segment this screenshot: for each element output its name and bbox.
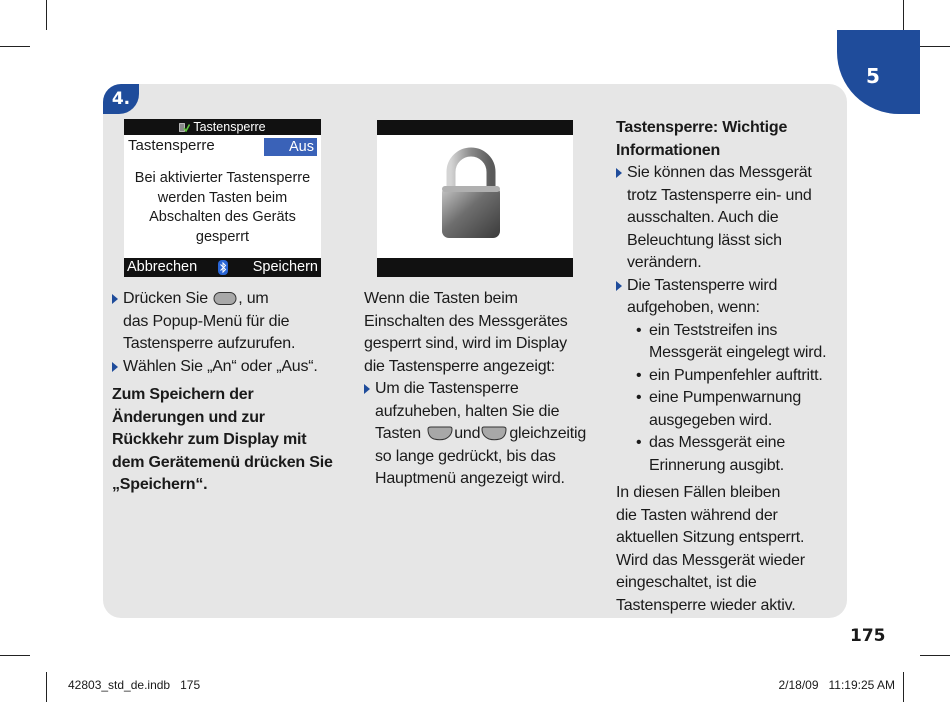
device-screen-locked bbox=[377, 120, 573, 277]
crop-mark bbox=[920, 46, 950, 47]
step-badge: 4. bbox=[103, 84, 139, 114]
crop-mark bbox=[0, 655, 30, 656]
instruction-bullet: Drücken Sie , um das Popup-Menü für die Tastensperre aufzurufen. bbox=[112, 288, 340, 356]
crop-mark bbox=[0, 46, 30, 47]
softkey-cancel: Abbrechen bbox=[127, 259, 198, 275]
arrow-bullet-icon bbox=[112, 362, 118, 372]
device-screen-settings bbox=[124, 119, 321, 277]
left-key-icon bbox=[426, 426, 453, 441]
screen-top-bar bbox=[377, 120, 573, 135]
instruction-bullet: Um die Tastensperre aufzuheben, halten Sie die Tasten und gleichzeitig so lange gedrückt, bis das Hauptmenü angezeigt wird. bbox=[364, 378, 599, 491]
intro-paragraph: Wenn die Tasten beim Einschalten des Messgerätes gesperrt sind, wird im Display die Tastensperre angezeigt: bbox=[364, 290, 568, 375]
screen-message: Bei aktivierter Tastensperre werden Tasten beim Abschalten des Geräts gesperrt bbox=[134, 170, 311, 245]
bluetooth-icon bbox=[218, 260, 228, 275]
chapter-number: 5 bbox=[866, 64, 880, 88]
condition-item: • das Messgerät eine Erinnerung ausgibt. bbox=[616, 432, 841, 477]
right-key-icon bbox=[481, 426, 508, 441]
info-heading: Tastensperre: Wichtige Informationen bbox=[616, 119, 788, 159]
column-important-info bbox=[616, 117, 841, 617]
condition-item: • ein Pumpenfehler auftritt. bbox=[616, 365, 841, 388]
setting-row bbox=[124, 136, 321, 158]
padlock-icon bbox=[439, 146, 503, 242]
arrow-bullet-icon bbox=[364, 384, 370, 394]
crop-mark bbox=[903, 672, 904, 702]
menu-key-icon bbox=[213, 291, 237, 306]
crop-mark bbox=[46, 0, 47, 30]
screen-bottom-bar bbox=[377, 258, 573, 277]
column-locked-display bbox=[364, 288, 599, 491]
info-bullet: Sie können das Messgerät trotz Tastensperre ein- und ausschalten. Auch die Beleuchtung lässt sich verändern. bbox=[616, 162, 841, 275]
condition-item: • ein Teststreifen ins Messgerät eingelegt wird. bbox=[616, 320, 841, 365]
save-instruction: Zum Speichern der Änderungen und zur Rückkehr zum Display mit dem Gerätemenü drücken Sie „Speichern“. bbox=[112, 386, 333, 493]
closing-paragraph: In diesen Fällen bleiben die Tasten während der aktuellen Sitzung entsperrt. Wird das Messgerät wieder eingeschaltet, ist die Tastensperre wieder aktiv. bbox=[616, 484, 805, 614]
softkey-save: Speichern bbox=[252, 259, 318, 275]
arrow-bullet-icon bbox=[616, 281, 622, 291]
setting-label: Tastensperre bbox=[128, 137, 215, 154]
arrow-bullet-icon bbox=[616, 168, 622, 178]
crop-mark bbox=[903, 0, 904, 30]
column-settings-instructions bbox=[112, 288, 340, 497]
info-bullet: Die Tastensperre wird aufgehoben, wenn: bbox=[616, 275, 841, 320]
condition-item: • eine Pumpenwarnung ausgegeben wird. bbox=[616, 387, 841, 432]
crop-mark bbox=[46, 672, 47, 702]
screen-title-bar bbox=[124, 119, 321, 135]
page-number: 175 bbox=[850, 626, 886, 646]
print-file-info: 42803_std_de.indb 175 bbox=[68, 678, 201, 692]
screen-title: Tastensperre bbox=[193, 120, 266, 134]
meter-check-icon bbox=[179, 123, 190, 132]
arrow-bullet-icon bbox=[112, 294, 118, 304]
print-datetime: 2/18/09 11:19:25 AM bbox=[778, 678, 895, 692]
setting-value: Aus bbox=[264, 138, 317, 156]
instruction-bullet: Wählen Sie „An“ oder „Aus“. bbox=[112, 356, 340, 379]
crop-mark bbox=[920, 655, 950, 656]
softkey-bar bbox=[124, 258, 321, 277]
